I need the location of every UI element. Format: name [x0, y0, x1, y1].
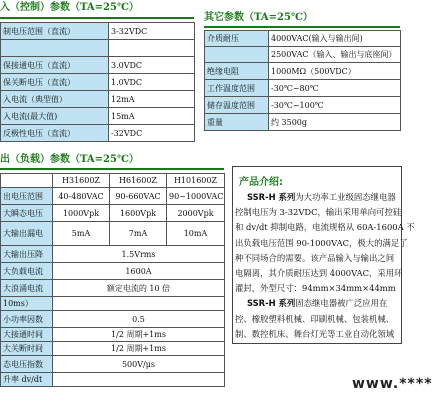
input-param-row — [1, 108, 195, 125]
output-param-row — [1, 342, 225, 356]
other-param-label: 绝缘电阻 — [205, 63, 269, 80]
output-section-title: 出（负载）参数（TA=25℃） — [0, 154, 139, 165]
output-param-label: 小功率因数 — [1, 311, 53, 328]
intro-text-line — [247, 297, 387, 309]
input-section-title: 入（控制）参数（TA=25℃） — [0, 2, 139, 13]
output-param-label: 10ms） — [1, 297, 53, 311]
other-section-title: 其它参数（TA=25℃） — [204, 12, 313, 23]
intro-text: 电隔离，其介质耐压达到 4000VAC，采用环 — [235, 268, 403, 278]
other-param-row — [205, 47, 401, 63]
output-param-label: 大输出压降 — [1, 246, 53, 263]
intro-text: 和 dv/dt 抑制电路，电流规格从 60A-1600A 不 — [235, 222, 415, 233]
output-param-label: 升率 dv/dt — [1, 373, 53, 387]
output-param-label: 大浪涌电流 — [1, 280, 53, 297]
other-section-divider — [204, 26, 400, 28]
intro-text: 固态继电器被广泛应用在 — [295, 298, 388, 309]
output-param-row — [1, 188, 225, 205]
input-param-row — [1, 91, 195, 108]
other-param-value: 约 3500g — [269, 114, 401, 131]
output-param-value: 90~1000VAC — [167, 188, 225, 205]
input-param-row — [1, 40, 195, 57]
other-param-value: 2500VAC（输入、输出与底座间） — [269, 47, 401, 63]
other-param-row — [205, 80, 401, 97]
output-param-row — [1, 246, 225, 263]
other-param-label: 工作温度范围 — [205, 80, 269, 97]
output-param-row — [1, 280, 225, 297]
output-param-value: 2000Vpk — [167, 205, 225, 222]
output-param-value: 1/2 周期+1ms — [53, 342, 225, 356]
intro-text: 控、橡胶塑料机械、印刷机械、包装机械、 — [235, 313, 395, 324]
output-param-label: 大负载电流 — [1, 263, 53, 280]
other-param-row — [205, 114, 401, 131]
output-param-value — [53, 373, 225, 387]
input-param-value: 15mA — [109, 108, 195, 125]
other-param-label: 重量 — [205, 114, 269, 131]
intro-text-line — [235, 313, 394, 325]
other-param-value: -30℃~100℃ — [269, 97, 401, 114]
output-param-value: 90-660VAC — [110, 188, 167, 205]
input-param-label — [1, 40, 109, 57]
output-param-label: 大关断时间 — [1, 342, 53, 356]
input-param-label: 保接通电压（直流） — [1, 57, 109, 74]
output-param-row — [1, 373, 225, 387]
output-param-label: 大瞬态电压 — [1, 205, 53, 222]
input-param-value: 12mA — [109, 91, 195, 108]
output-param-row — [1, 328, 225, 342]
intro-text-line — [235, 267, 403, 279]
other-param-value: 1000MΩ（500VDC） — [269, 63, 401, 80]
output-param-value: 1600A — [53, 263, 225, 280]
other-param-value: 4000VAC(输入与输出间) — [269, 31, 401, 47]
output-param-row — [1, 205, 225, 222]
other-param-row — [205, 31, 401, 47]
output-param-label: 出电压范围 — [1, 188, 53, 205]
output-param-value: 500V/μs — [53, 356, 225, 373]
input-params-table — [0, 22, 195, 142]
input-param-row — [1, 57, 195, 74]
intro-series-name: SSR-H 系列 — [247, 298, 296, 309]
output-param-value: 0.5 — [53, 311, 225, 328]
intro-text-line — [235, 221, 415, 233]
input-param-label: 入电流(最大值) — [1, 108, 109, 125]
output-param-value: 额定电流的 10 倍 — [53, 280, 225, 297]
output-param-label: 态电压指数 — [1, 356, 53, 373]
output-param-value: 1.5Vrms — [53, 246, 225, 263]
input-param-value: -32VDC — [109, 125, 195, 142]
output-param-row — [1, 311, 225, 328]
output-model-header — [1, 174, 53, 188]
other-params-table — [204, 30, 401, 131]
other-param-value: -30℃~80℃ — [269, 80, 401, 97]
intro-text-line — [235, 282, 396, 294]
input-param-row — [1, 23, 195, 40]
intro-text: 出负载电压范围 90-1000VAC，极大的满足了 — [235, 237, 408, 248]
intro-text: 控制电压为 3-32VDC，输出采用单向可控硅 — [235, 207, 402, 218]
input-param-label: 制电压范围（直流） — [1, 23, 109, 40]
output-model-header: H31600Z — [53, 174, 110, 188]
input-param-value: 3-32VDC — [109, 23, 195, 40]
input-param-label: 入电流（典型值） — [1, 91, 109, 108]
intro-text-line — [235, 252, 394, 264]
other-param-row — [205, 97, 401, 114]
intro-text: 制、数控机床、舞台灯光等工业自动化领域 — [235, 328, 395, 339]
output-param-value: 10mA — [167, 222, 225, 246]
output-param-value: 1000Vpk — [53, 205, 110, 222]
intro-text: 为大功率工业级固态继电器 — [295, 192, 396, 202]
other-param-label — [205, 47, 269, 63]
intro-text: 灌封，外型尺寸：94mm×34mm×44mm — [235, 283, 396, 294]
intro-title: 产品介绍: — [239, 177, 283, 188]
input-param-row — [1, 74, 195, 91]
intro-text-line — [235, 237, 408, 249]
other-param-row — [205, 63, 401, 80]
output-param-row — [1, 297, 225, 311]
output-param-value: 5mA — [53, 222, 110, 246]
output-param-row — [1, 263, 225, 280]
other-param-label: 介质耐压 — [205, 31, 269, 47]
output-param-label: 大输出漏电 — [1, 222, 53, 246]
output-model-header: H101600Z — [167, 174, 225, 188]
output-section-divider — [0, 168, 224, 170]
input-param-label: 保关断电压（直流） — [1, 74, 109, 91]
intro-text-line — [235, 206, 401, 218]
watermark: www.**** — [352, 376, 433, 392]
output-param-value: 7mA — [110, 222, 167, 246]
product-intro-box — [232, 166, 415, 344]
output-param-row — [1, 222, 225, 246]
output-param-value: 1600Vpk — [110, 205, 167, 222]
other-param-label: 储存温度范围 — [205, 97, 269, 114]
input-param-label: 反极性电压（直流） — [1, 125, 109, 142]
input-section-divider — [0, 17, 194, 19]
intro-text-line — [235, 328, 394, 340]
output-param-value: 40-480VAC — [53, 188, 110, 205]
input-param-value — [109, 40, 195, 57]
input-param-row — [1, 125, 195, 142]
intro-text: 种不同场合的需要。该产品输入与输出之间 — [235, 252, 395, 263]
output-params-table — [0, 173, 225, 387]
intro-text-line — [247, 191, 396, 203]
output-header-row — [1, 174, 225, 188]
output-param-value — [53, 297, 225, 311]
intro-series-name: SSR-H 系列 — [247, 192, 296, 202]
input-param-value: 3.0VDC — [109, 57, 195, 74]
input-param-value: 1.0VDC — [109, 74, 195, 91]
output-param-value: 1/2 周期+1ms — [53, 328, 225, 342]
output-param-row — [1, 356, 225, 373]
output-model-header: H61600Z — [110, 174, 167, 188]
output-param-label: 大接通时间 — [1, 328, 53, 342]
